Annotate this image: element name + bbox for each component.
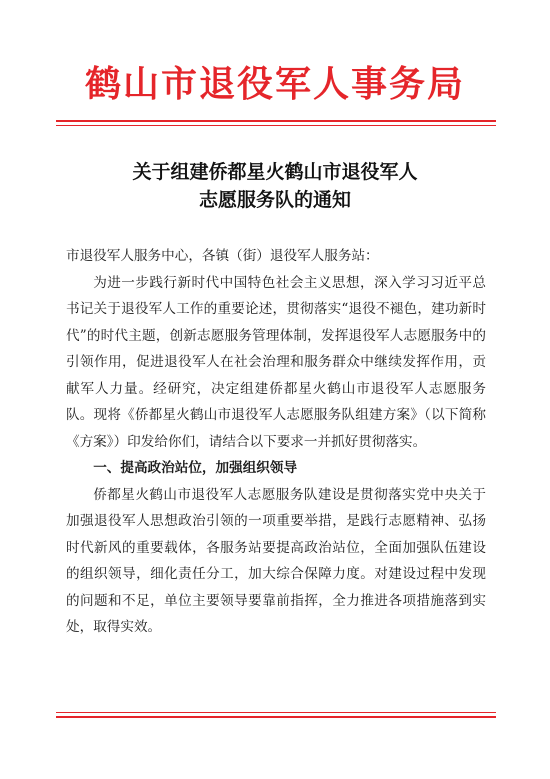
notice-title xyxy=(0,158,550,214)
paragraph-section-1: 侨都星火鹤山市退役军人志愿服务队建设是贯彻落实党中央关于加强退役军人思想政治引领的一项重要举措，是践行志愿精神、弘扬时代新风的重要载体，各服务站要提高政治站位，全面加强队伍建设的组织领导，细化责任分工，加大综合保障力度。对建设过程中发现的问题和不足，单位主要领导要靠前指挥，全力推进各项措施落到实处，取得实效。 xyxy=(66,486,486,635)
footer-rule-thin xyxy=(56,712,496,713)
notice-title-line-2: 志愿服务队的通知 xyxy=(198,189,351,211)
salutation: 市退役军人服务中心，各镇（街）退役军人服务站： xyxy=(66,248,379,264)
notice-body xyxy=(66,243,486,641)
masthead-rule-thick xyxy=(56,120,496,122)
masthead-rule-thin xyxy=(56,125,496,126)
paragraph-intro: 为进一步践行新时代中国特色社会主义思想，深入学习习近平总书记关于退役军人工作的重要论述，贯彻落实“退役不褪色，建功新时代”的时代主题，创新志愿服务管理体制，发挥退役军人志愿服务中的引领作用，促进退役军人在社会治理和服务群众中继续发挥作用，贡献军人力量。经研究，决定组建侨都星火鹤山市退役军人志愿服务队。现将《侨都星火鹤山市退役军人志愿服务队组建方案》（以下简称《方案》）印发给你们，请结合以下要求一并抓好贯彻落实。 xyxy=(66,274,486,450)
footer-rule-thick xyxy=(56,716,496,718)
masthead-title: 鹤山市退役军人事务局 xyxy=(84,63,465,105)
notice-title-line-1: 关于组建侨都星火鹤山市退役军人 xyxy=(132,161,418,183)
section-heading-1: 一、提高政治站位，加强组织领导 xyxy=(93,460,298,476)
